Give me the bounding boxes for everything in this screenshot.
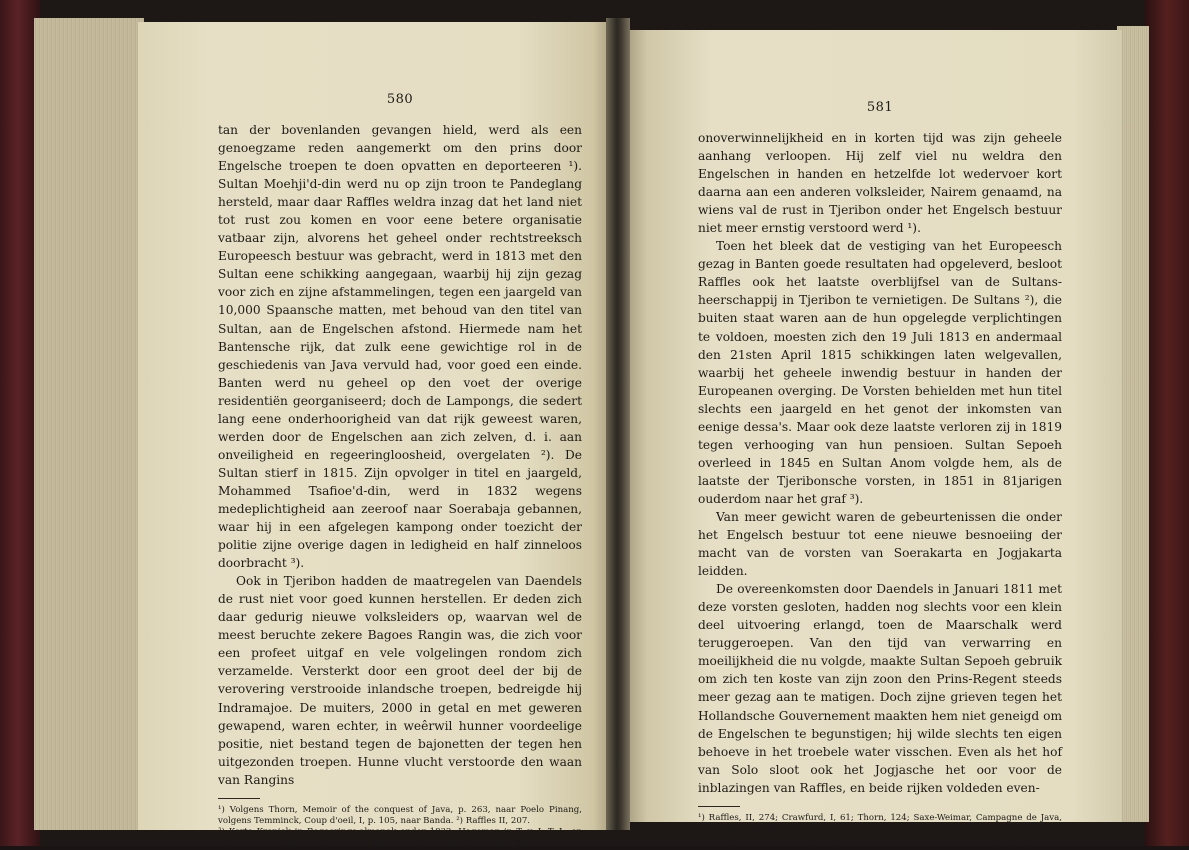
right-paragraph-3: Van meer gewicht waren de gebeurtenissen die onder het Engelsch bestuur tot eene nieuwe besnoeiing der macht van de vorsten van Soerakarta en Jogjakarta leidden. (698, 509, 1062, 579)
left-footnotes (218, 805, 582, 850)
book-gutter (606, 18, 630, 830)
book-cover-right (1145, 0, 1189, 846)
left-paragraph-2: Ook in Tjeribon hadden de maatregelen van Daendels de rust niet voor goed kunnen herstellen. Er deden zich daar gedurig nieuwe volksleiders op, waarvan wel de meest beruchte zekere Bagoes Rangin was, die zich voor een profeet uitgaf en vele volgelingen rondom zich verzamelde. Versterkt door een groot deel der bij de verovering verstrooide inlandsche troepen, bedreigde hij Indramajoe. De muiters, 2000 in getal en met geweren gewapend, waren echter, in weêrwil hunner voordeelige positie, niet bestand tegen de bajonetten der tegen hen uitgezonden troepen. Hunne vlucht verstoorde den waan van Rangins (218, 574, 582, 787)
left-paragraph-1: tan der bovenlanden gevangen hield, werd als een genoegzame reden aangemerkt om den prins door Engelsche troepen te doen opvatten en deporteeren ¹). Sultan Moehji'd-din werd nu op zijn troon te Pandeglang hersteld, maar daar Raffles weldra inzag dat het land niet tot rust zou komen en voor eene betere organisatie vatbaar zijn, alvorens het geheel onder rechtstreeksch Europeesch bestuur was gebracht, werd in 1813 met den Sultan eene schikking aangegaan, waarbij hij zijn gezag voor zich en zijne afstammelingen, tegen een jaargeld van 10,000 Spaansche matten, met behoud van den titel van Sultan, aan de Engelschen afstond. Hiermede nam het Bantensche rijk, dat zulk eene gewichtige rol in de geschiedenis van Java vervuld had, voor goed een einde. Banten werd nu geheel op den voet der overige residentiën georganiseerd; doch de Lampongs, die sedert lang eene onderhoorigheid van dat rijk geweest waren, werden door de Engelschen aan zich zelven, d. i. aan onveiligheid en regeeringloosheid, overgelaten ²). De Sultan stierf in 1815. Zijn opvolger in titel en jaargeld, Mohammed Tsafioe'd-din, werd in 1832 wegens medeplichtigheid aan zeeroof naar Soerabaja gebannen, waar hij in een afgelegen kampong onder toezicht der politie zijne overige dagen in ledigheid en half zinneloos doorbracht ³). (218, 123, 582, 571)
page-number-right: 581 (866, 100, 894, 115)
right-page (622, 30, 1122, 846)
right-paragraph-1: onoverwinnelijkheid en in korten tijd was zijn geheele aanhang verloopen. Hij zelf viel nu weldra den Engelschen in handen en hetzelfde lot wedervoer kort daarna aan een anderen volksleider, Nairem genaamd, na wiens val de rust in Tjeribon onder het Engelsch bestuur niet meer ernstig verstoord werd ¹). (698, 131, 1062, 236)
right-footnotes (698, 813, 1062, 847)
page-edges-left (34, 18, 144, 830)
right-paragraph-4: De overeenkomsten door Daendels in Januari 1811 met deze vorsten gesloten, hadden nog slechts voor een klein deel uitvoering erlangd, toen de Maarschalk werd teruggeroepen. Van den tijd van verwarring en moeilijkheid die nu volgde, maakte Sultan Sepoeh gebruik om zich ten koste van zijn zoon den Prins-Regent steeds meer gezag aan te matigen. Doch zijne grieven tegen het Hollandsche Gouvernement maakten hem niet geneigd om de Engelschen te begunstigen; hij wilde slechts ten eigen behoeve in het troebele water visschen. Even als het hof van Solo sloot ook het Jogjasche het oor voor de inblazingen van Raffles, en beide rijken voldeden even- (698, 582, 1062, 795)
right-body-text (698, 129, 1062, 797)
left-footnote-1: ¹) Volgens Thorn, Memoir of the conquest of Java, p. 263, naar Poelo Pinang, volgens Temminck, Coup d'oeil, I, p. 105, naar Banda. ²) Raffles II, 207. (218, 804, 582, 827)
left-body-text (218, 121, 582, 789)
footnote-rule-right (698, 806, 740, 807)
right-footnote-2: ³) T. v. N. I. 1849 I, 435; Hageman in T. v. I. T. L. en Vk. V, 230, VI, 435, IX, 92. (698, 835, 1037, 846)
page-number-left: 580 (386, 92, 414, 107)
left-footnote-2: ³) Korte Kroniek in Regeerings-almanak onder 1832; Hageman in T. v. I. T. L. en Vk. VI, 433, IX, 81, 83, en T. v. N. I. 1859, I, 29, 119; Kussendrager, Java, 3. (218, 827, 582, 849)
right-paragraph-2: Toen het bleek dat de vestiging van het Europeesch gezag in Banten goede resultaten had opgeleverd, besloot Raffles ook het laatste overblijfsel van de Sultans-heerschappij in Tjeribon te vernietigen. De Sultans ²), die buiten staat waren aan de hun opgelegde verplichtingen te voldoen, moesten zich den 19 Juli 1813 en andermaal den 21sten April 1815 schikkingen laten welgevallen, waarbij het geheele inwendig bestuur in handen der Europeanen overging. De Vorsten behielden met hun titel slechts een jaargeld en het genot der inkomsten van eenige dessa's. Maar ook deze laatste verloren zij in 1819 tegen verhooging van hun pensioen. Sultan Sepoeh overleed in 1845 en Sultan Anom volgde hem, als de laatste der Tjeribonsche vorsten, in 1851 in 81jarigen ouderdom naar het graf ³). (698, 239, 1062, 506)
left-page (138, 22, 612, 849)
right-footnote-1: ¹) Raffles, II, 274; Crawfurd, I, 61; Thorn, 124; Saxe-Weimar, Campagne de Java, 141, 149. ²) Zie blz. 557. (698, 812, 1062, 835)
footnote-rule-left (218, 798, 260, 799)
